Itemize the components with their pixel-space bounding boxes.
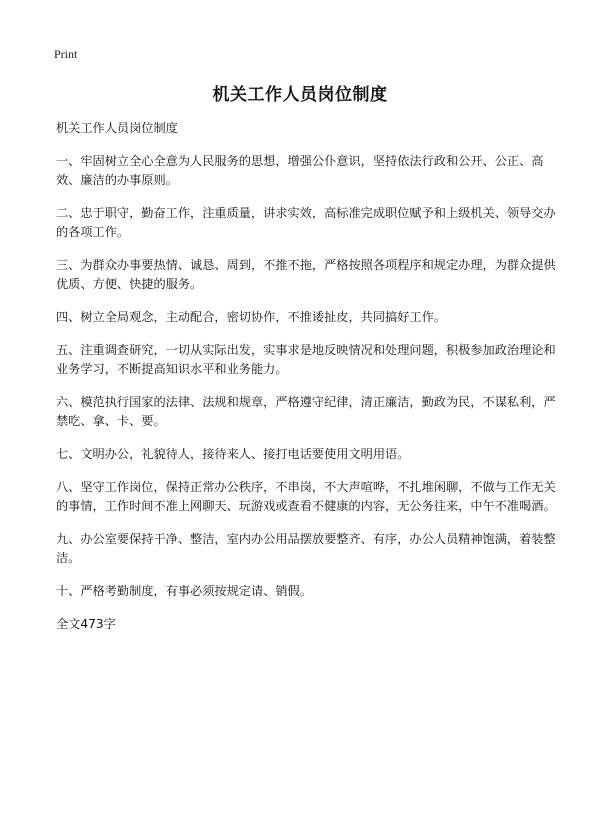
rule-paragraph-2: 二、忠于职守，勤奋工作，注重质量，讲求实效，高标准完成职位赋予和上级机关、领导交办的各项工作。 — [56, 206, 556, 239]
rule-paragraph-4: 四、树立全局观念，主动配合，密切协作，不推诿扯皮，共同搞好工作。 — [56, 310, 446, 324]
rule-paragraph-3: 三、为群众办事要热情、诚恳、周到，不推不拖，严格按照各项程序和规定办理，为群众提供优质、方便、快捷的服务。 — [56, 258, 556, 291]
rule-paragraph-1: 一、牢固树立全心全意为人民服务的思想，增强公仆意识，坚持依法行政和公开、公正、高效、廉洁的办事原则。 — [56, 154, 544, 187]
document-subtitle: 机关工作人员岗位制度 — [56, 121, 178, 135]
print-link[interactable]: Print — [54, 47, 78, 61]
rule-paragraph-5: 五、注重调查研究，一切从实际出发，实事求是地反映情况和处理问题，积极参加政治理论和业务学习，不断提高知识水平和业务能力。 — [56, 343, 556, 376]
word-count: 全文473字 — [56, 617, 116, 631]
document-body — [56, 119, 556, 634]
rule-paragraph-7: 七、文明办公，礼貌待人，接待来人、接打电话要使用文明用语。 — [56, 447, 410, 461]
rule-paragraph-6: 六、模范执行国家的法律、法规和规章，严格遵守纪律，清正廉洁，勤政为民，不谋私利，严禁吃、拿、卡、要。 — [56, 395, 556, 428]
document-title: 机关工作人员岗位制度 — [212, 85, 388, 105]
rule-paragraph-10: 十、严格考勤制度，有事必须按规定请、销假。 — [56, 584, 312, 598]
rule-paragraph-9: 九、办公室要保持干净、整洁，室内办公用品摆放要整齐、有序，办公人员精神饱满，着装整洁。 — [56, 532, 556, 565]
rule-paragraph-8: 八、坚守工作岗位，保持正常办公秩序，不串岗，不大声喧哗，不扎堆闲聊，不做与工作无关的事情，工作时间不准上网聊天、玩游戏或查看不健康的内容，无公务往来，中午不准喝酒。 — [56, 480, 556, 513]
